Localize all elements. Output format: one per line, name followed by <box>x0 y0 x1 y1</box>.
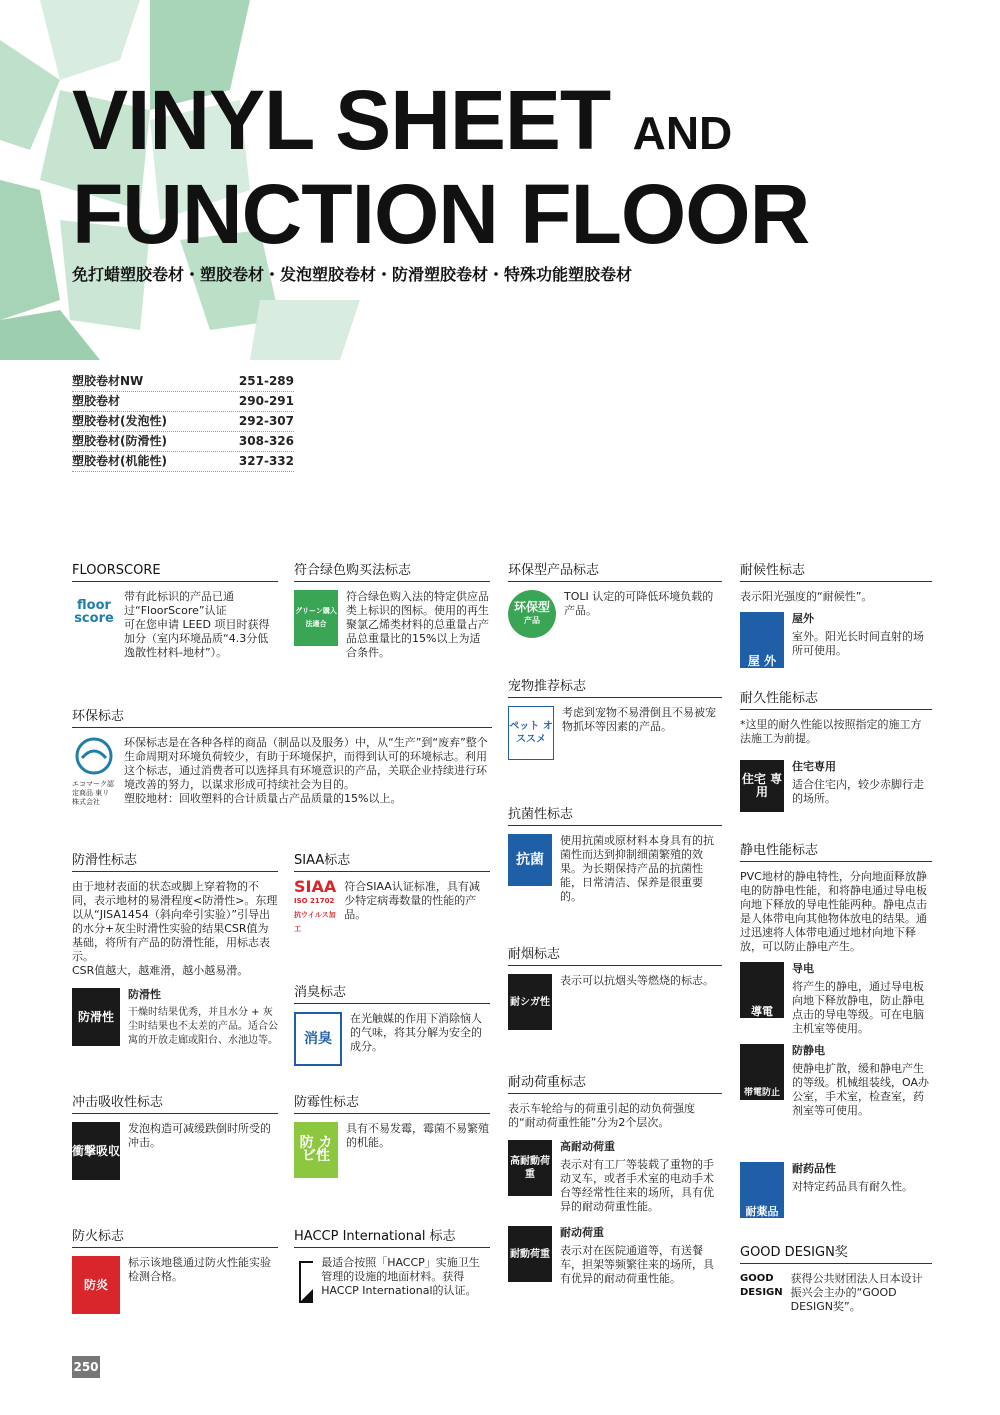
conductive-icon: 導電 <box>740 962 784 1018</box>
antibac-section: 抗菌性标志 抗菌 使用抗菌或原材料本身具有的抗菌性而达到抑制细菌繁殖的效果。为长期保持产品的抗菌性能，日常清洁、保养是很重要的。 <box>508 808 722 904</box>
green-section: 符合绿色购买法标志 グリーン購入法適合 符合绿色购入法的特定供应品类上标识的图标。使用的再生聚氯乙烯类材料的总重量占产品总重量比的15%以上为适合条件。 <box>294 563 489 659</box>
static-section: 静电性能标志 PVC地材的静电特性，分向地面释放静电的防静电性能，和将静电通过导电板向地下释放的导电性能两种。静电点击是人体带电向其他物体放电的结果。通过迅速将人体带电通过地材向地下释放，可以防止静电产生。 導電 导电 将产生的静电，通过导电板向地下释放静电，防止静电点击的导电等级。可在电脑主机室等使用。 帯電防止 防静电 使静电扩散，缓和静电产生的等级。机械组装线，OA办公室，手术室，检查室，药剂室等可使用。 <box>740 844 932 1118</box>
toc-row: 塑胶卷材NW 251-289 <box>72 372 294 392</box>
antistatic-icon: 帯電防止 <box>740 1044 784 1100</box>
mold-section: 防霉性标志 防 カビ性 具有不易发霉，霉菌不易繁殖的机能。 <box>294 1096 490 1178</box>
chem-section: 耐薬品 耐药品性 对特定药品具有耐久性。 <box>740 1162 932 1218</box>
gooddesign-section: GOOD DESIGN奖 GOOD DESIGN 获得公共财团法人日本设计振兴会主办的“GOOD DESIGN奖”。 <box>740 1246 932 1314</box>
slip-section: 防滑性标志 由于地材表面的状态或脚上穿着物的不同，表示地材的易滑程度<防滑性>。东理以从“JISA1454（斜向牵引实验）”引导出的水分+灰尘时滑性实验的结果CSR值为基础，将所有产品的防滑性能，用标志表示。 CSR值越大，越难滑，越小越易滑。 防滑性 防滑性 干燥时结果优秀，并且水分 + 灰尘时结果也不太差的产品。适合公寓的开放走廊或阳台、水池边等。 <box>72 853 278 1046</box>
eco-mark-icon <box>72 736 116 776</box>
toc-row: 塑胶卷材(机能性) 327-332 <box>72 452 294 472</box>
slip-icon: 防滑性 <box>72 988 120 1046</box>
good-design-icon: GOOD DESIGN <box>740 1273 783 1298</box>
toc-row: 塑胶卷材 290-291 <box>72 392 294 412</box>
pet-section: 宠物推荐标志 ペット オススメ 考虑到宠物不易滑倒且不易被宠物抓坏等因素的产品。 <box>508 680 722 760</box>
page-number: 250 <box>72 1356 100 1378</box>
impact-icon: 衝撃吸収 <box>72 1122 120 1180</box>
toc-row: 塑胶卷材(发泡性) 292-307 <box>72 412 294 432</box>
deodor-section: 消臭标志 消臭 在光触媒的作用下消除恼人的气味，将其分解为安全的成分。 <box>294 986 490 1066</box>
floorscore-icon: floor score <box>74 598 114 626</box>
table-of-contents <box>72 372 294 472</box>
eco-product-icon: 环保型 产品 <box>508 590 556 638</box>
toc-row: 塑胶卷材(防滑性) 308-326 <box>72 432 294 452</box>
fire-section: 防火标志 防炎 标示该地毯通过防火性能实验检测合格。 <box>72 1230 278 1314</box>
mold-icon: 防 カビ性 <box>294 1122 338 1178</box>
siaa-icon: SIAA ISO 21702 抗ウイルス加工 <box>294 877 337 933</box>
load-icon: 耐動荷重 <box>508 1226 552 1282</box>
chemical-flask-icon: 耐薬品 <box>740 1162 784 1218</box>
green-purchase-icon: グリーン購入法適合 <box>294 590 338 646</box>
floorscore-section: FLOORSCORE floor score 带有此标识的产品已通过“FloorScore”认证 可在您申请 LEED 项目时获得加分（室内环境品质“4.3分低逸散性材料-地材”）。 <box>72 564 278 660</box>
antibac-icon: 抗菌 <box>508 834 552 886</box>
env-section: 环保标志 エコマーク認定商品 東リ株式会社 环保标志是在各种各样的商品（制品以及服务）中，从“生产”到“废弃”整个生命周期对环境负荷较少，有助于环境保护，而得到认可的环境标志。利用这个标志，通过消费者可以选择具有环境意识的产品，关联企业持续进行环境改善的努力，以谋求形成可持续社会为目的。 塑胶地材：回收塑料的合计质量占产品质量的15%以上。 <box>72 710 492 807</box>
durability-section: 耐久性能标志 *这里的耐久性能以按照指定的施工方法施工为前提。 住宅 専用 住宅専用 适合住宅内，较少赤脚行走的场所。 <box>740 692 932 812</box>
outdoor-sun-icon: 屋 外 <box>740 612 784 668</box>
page-subtitle: 免打蜡塑胶卷材・塑胶卷材・发泡塑胶卷材・防滑塑胶卷材・特殊功能塑胶卷材 <box>72 265 633 284</box>
high-load-icon: 高耐動荷重 <box>508 1140 552 1196</box>
haccp-section: HACCP International 标志 最适合按照「HACCP」实施卫生管理的设施的地面材料。获得HACCP International的认证。 <box>294 1230 490 1308</box>
eco-product-section: 环保型产品标志 环保型 产品 TOLI 认定的可降低环境负载的产品。 <box>508 564 722 638</box>
haccp-icon <box>294 1256 313 1308</box>
smoke-icon: 耐シガ性 <box>508 974 552 1030</box>
impact-section: 冲击吸收性标志 衝撃吸収 发泡构造可减缓跌倒时所受的冲击。 <box>72 1096 278 1180</box>
weather-section: 耐候性标志 表示阳光强度的“耐候性”。 屋 外 屋外 室外。阳光长时间直射的场所可使用。 <box>740 564 932 668</box>
smoke-section: 耐烟标志 耐シガ性 表示可以抗烟头等燃烧的标志。 <box>508 948 722 1030</box>
pet-icon: ペット オススメ <box>508 706 554 760</box>
siaa-section: SIAA标志 SIAA ISO 21702 抗ウイルス加工 符合SIAA认证标准，具有减少特定病毒数量的性能的产品。 <box>294 854 490 936</box>
deodor-icon: 消臭 <box>294 1012 342 1066</box>
fire-icon: 防炎 <box>72 1256 120 1314</box>
load-section: 耐动荷重标志 表示车轮给与的荷重引起的动负荷强度的“耐动荷重性能”分为2个层次。 高耐動荷重 高耐动荷重 表示对有工厂等装载了重物的手动叉车，或者手术室的电动手术台等经常性往来的场所，具有优异的耐动荷重性能。 耐動荷重 耐动荷重 表示对在医院通道等，有送餐车，担架等频繁往来的场所，具有优异的耐动荷重性能。 <box>508 1076 722 1286</box>
house-icon: 住宅 専用 <box>740 760 784 812</box>
page-title: VINYL SHEET AND FUNCTION FLOOR <box>72 73 810 261</box>
